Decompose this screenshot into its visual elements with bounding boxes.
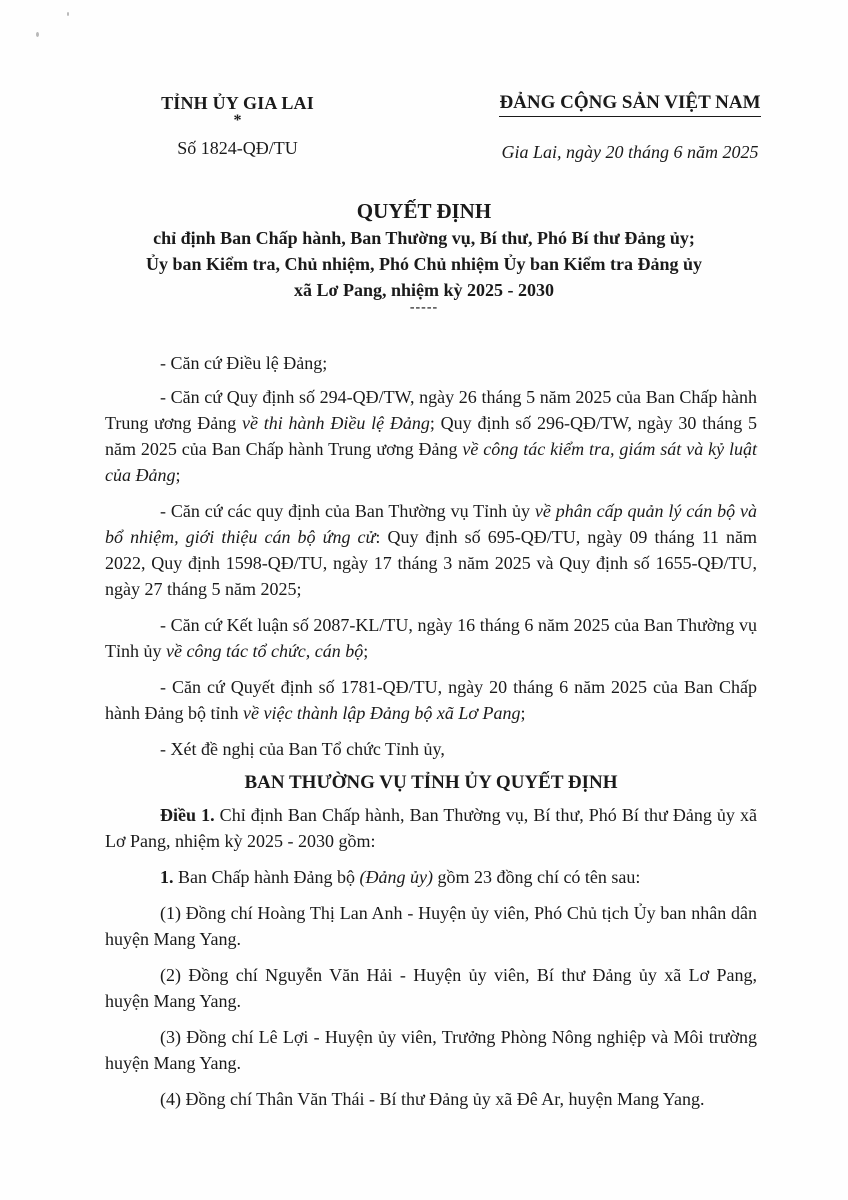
- basis-subject: về công tác kiểm tra, giám sát và kỷ luật của Đảng: [105, 439, 757, 485]
- item-label: 1.: [160, 867, 174, 887]
- legal-basis-6: - Xét đề nghị của Ban Tổ chức Tỉnh ủy,: [160, 739, 445, 759]
- basis-text: ;: [520, 703, 526, 723]
- document-number: Số 1824-QĐ/TU: [177, 138, 298, 158]
- item-text: Ban Chấp hành Đảng bộ: [173, 867, 360, 887]
- legal-basis-2: [105, 384, 757, 488]
- legal-basis-5: [105, 674, 757, 726]
- basis-subject: về công tác tổ chức, cán bộ: [166, 641, 364, 661]
- place-date: Gia Lai, ngày 20 tháng 6 năm 2025: [501, 142, 759, 162]
- basis-text: - Căn cứ Quyết định số 1781-QĐ/TU, ngày 20 tháng 6 năm 2025 của Ban Chấp hành Đảng bộ tỉnh: [105, 677, 757, 723]
- item-note: (Đảng ủy): [359, 867, 433, 887]
- basis-text: ;: [175, 465, 181, 485]
- legal-basis-4: [105, 612, 757, 664]
- article-1: [105, 802, 757, 854]
- basis-text: - Căn cứ Quy định số 294-QĐ/TW, ngày 26 tháng 5 năm 2025 của Ban Chấp hành Trung ương Đảng: [105, 387, 757, 433]
- basis-subject: về việc thành lập Đảng bộ xã Lơ Pang: [242, 703, 521, 723]
- document-subtitle-line-3: xã Lơ Pang, nhiệm kỳ 2025 - 2030: [294, 280, 554, 300]
- title-divider: -----: [409, 300, 439, 315]
- document-body: [105, 350, 757, 1122]
- party-name: ĐẢNG CỘNG SẢN VIỆT NAM: [499, 92, 760, 117]
- decision-heading: BAN THƯỜNG VỤ TỈNH ỦY QUYẾT ĐỊNH: [244, 772, 618, 793]
- basis-text: - Căn cứ các quy định của Ban Thường vụ Tỉnh ủy: [160, 501, 535, 521]
- legal-basis-1: - Căn cứ Điều lệ Đảng;: [160, 353, 328, 373]
- scan-speck: [36, 32, 39, 37]
- basis-subject: về thi hành Điều lệ Đảng: [241, 413, 430, 433]
- basis-text: - Căn cứ Kết luận số 2087-KL/TU, ngày 16 tháng 6 năm 2025 của Ban Thường vụ Tỉnh ủy: [105, 615, 757, 661]
- document-subtitle-line-1: chỉ định Ban Chấp hành, Ban Thường vụ, Bí thư, Phó Bí thư Đảng ủy;: [153, 228, 695, 248]
- article-label: Điều 1.: [160, 805, 215, 825]
- article-text: Chỉ định Ban Chấp hành, Ban Thường vụ, Bí thư, Phó Bí thư Đảng ủy xã Lơ Pang, nhiệm kỳ 2025 - 2030 gồm:: [105, 805, 757, 851]
- issuer-name: TỈNH ỦY GIA LAI: [161, 93, 314, 113]
- document-type: QUYẾT ĐỊNH: [356, 199, 492, 223]
- basis-text: ;: [363, 641, 369, 661]
- member-entry: (2) Đồng chí Nguyễn Văn Hải - Huyện ủy viên, Bí thư Đảng ủy xã Lơ Pang, huyện Mang Yang.: [105, 965, 757, 1011]
- item-text: gồm 23 đồng chí có tên sau:: [432, 867, 641, 887]
- issuer-header: [150, 92, 325, 160]
- basis-text: : Quy định số 695-QĐ/TU, ngày 09 tháng 11 năm 2022, Quy định 1598-QĐ/TU, ngày 17 tháng 3 năm 2025 và Quy định số 1655-QĐ/TU, ngày 27 tháng 5 năm 2025;: [105, 527, 757, 599]
- document-subtitle-line-2: Ủy ban Kiểm tra, Chủ nhiệm, Phó Chủ nhiệm Ủy ban Kiểm tra Đảng ủy: [145, 254, 703, 274]
- document-title-block: [100, 197, 748, 315]
- party-header: [480, 92, 780, 164]
- member-entry: (3) Đồng chí Lê Lợi - Huyện ủy viên, Trưởng Phòng Nông nghiệp và Môi trường huyện Mang Yang.: [105, 1027, 757, 1073]
- basis-text: ; Quy định số 296-QĐ/TW, ngày 30 tháng 5 năm 2025 của Ban Chấp hành Trung ương Đảng: [105, 413, 757, 459]
- scan-speck: [67, 12, 69, 16]
- member-entry: (1) Đồng chí Hoàng Thị Lan Anh - Huyện ủy viên, Phó Chủ tịch Ủy ban nhân dân huyện Mang Yang.: [105, 903, 757, 949]
- member-entry: (4) Đồng chí Thân Văn Thái - Bí thư Đảng ủy xã Đê Ar, huyện Mang Yang.: [160, 1089, 705, 1109]
- issuer-star: *: [233, 112, 242, 129]
- basis-subject: về phân cấp quản lý cán bộ và bổ nhiệm, giới thiệu cán bộ ứng cử: [105, 501, 758, 547]
- item-1: [105, 864, 757, 890]
- legal-basis-3: [105, 498, 757, 602]
